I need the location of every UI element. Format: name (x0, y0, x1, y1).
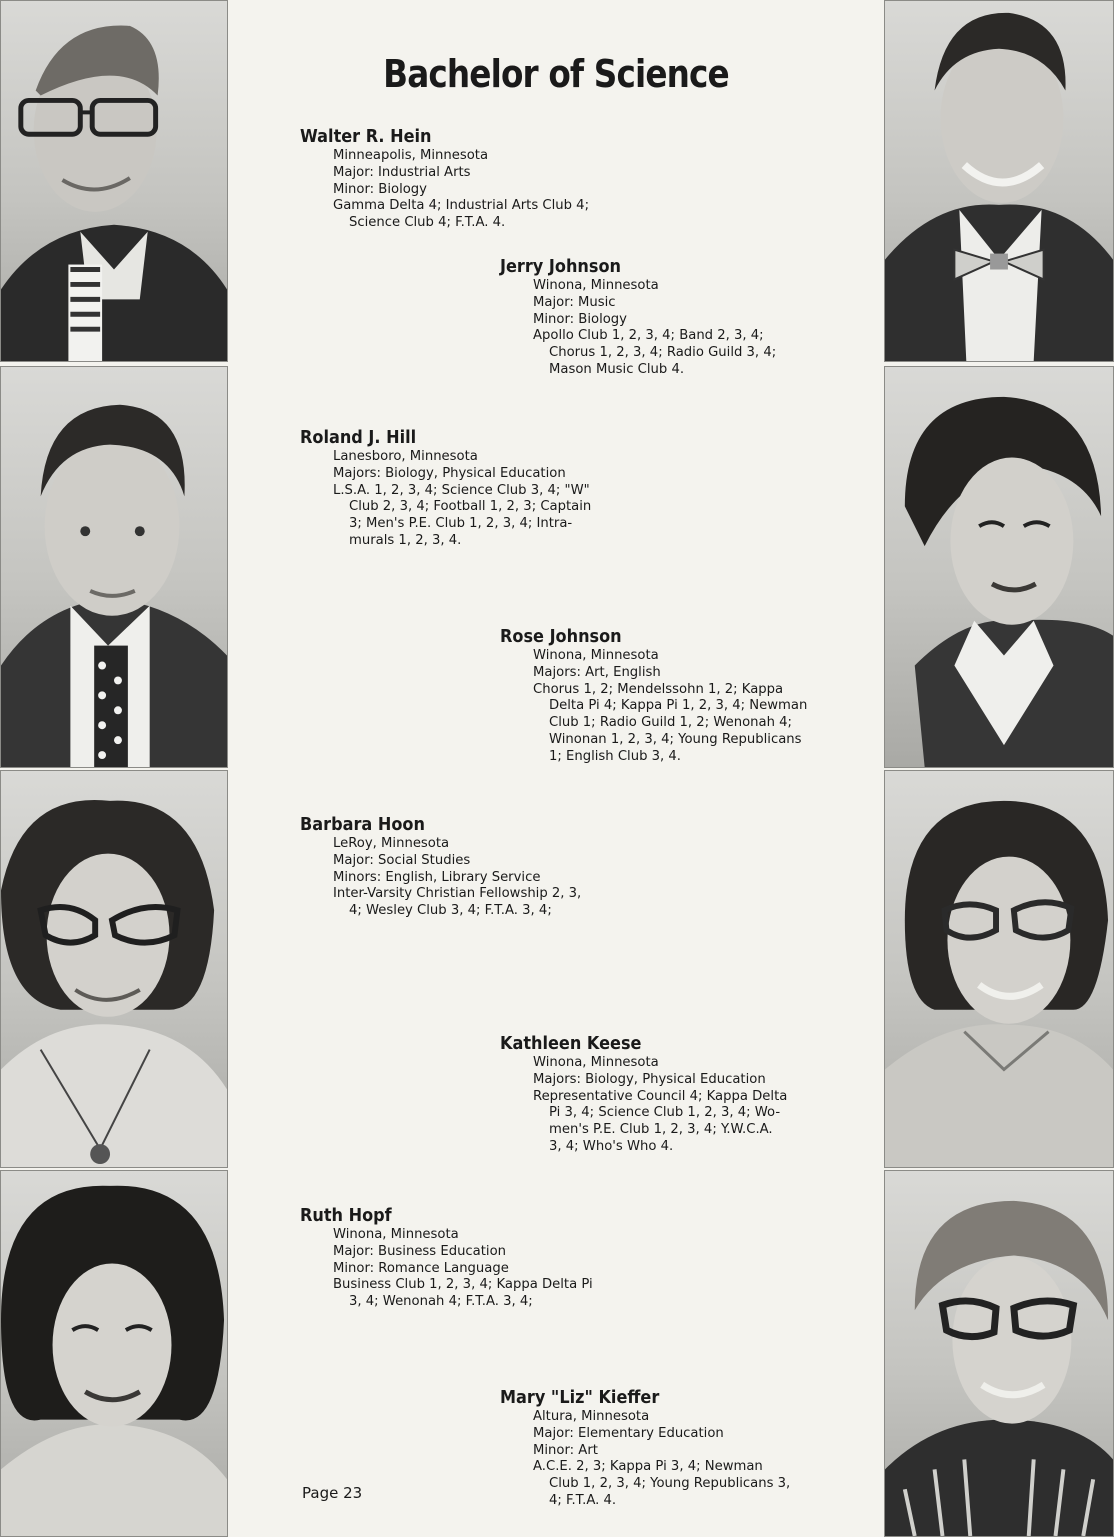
student-name: Walter R. Hein (300, 127, 432, 147)
student-hometown: Winona, Minnesota (333, 1227, 459, 1242)
student-entry-walter-hein (300, 126, 628, 232)
student-hometown: Lanesboro, Minnesota (333, 449, 478, 464)
student-entry-roland-hill (300, 427, 626, 550)
student-name: Ruth Hopf (300, 1206, 392, 1226)
student-entry-mary-kieffer (500, 1387, 827, 1510)
student-minor: Minor: Romance Language (333, 1260, 509, 1276)
student-activities-line: 4; Wesley Club 3, 4; F.T.A. 3, 4; (349, 903, 552, 919)
student-activities-line: murals 1, 2, 3, 4. (349, 532, 462, 548)
student-activities-line: 3, 4; Wenonah 4; F.T.A. 3, 4; (349, 1294, 533, 1310)
portrait-ruth-hopf (0, 1170, 228, 1537)
student-activities-line: Chorus 1, 2; Mendelssohn 1, 2; Kappa (533, 681, 784, 697)
student-activities-line: Delta Pi 4; Kappa Pi 1, 2, 3, 4; Newman (549, 698, 808, 714)
student-activities-line: L.S.A. 1, 2, 3, 4; Science Club 3, 4; "W" (333, 482, 590, 498)
student-hometown: Winona, Minnesota (533, 278, 659, 293)
student-activities-line: Mason Music Club 4. (549, 361, 685, 377)
portrait-mary-kieffer (884, 1170, 1114, 1537)
student-major: Majors: Biology, Physical Education (333, 465, 566, 481)
student-entry-barbara-hoon (300, 814, 626, 920)
student-activities-line: Apollo Club 1, 2, 3, 4; Band 2, 3, 4; (533, 328, 764, 344)
student-activities-line: Club 2, 3, 4; Football 1, 2, 3; Captain (349, 499, 592, 515)
student-hometown: Minneapolis, Minnesota (333, 148, 489, 163)
student-hometown: Winona, Minnesota (533, 1055, 659, 1070)
student-activities-line: A.C.E. 2, 3; Kappa Pi 3, 4; Newman (533, 1459, 763, 1475)
student-entry-jerry-johnson (500, 256, 827, 379)
student-major: Major: Social Studies (333, 852, 471, 868)
student-name: Rose Johnson (500, 627, 622, 647)
student-activities-line: Club 1; Radio Guild 1, 2; Wenonah 4; (549, 715, 792, 731)
student-minor: Minor: Biology (333, 181, 427, 197)
student-major: Major: Elementary Education (533, 1425, 724, 1441)
student-hometown: Altura, Minnesota (533, 1409, 650, 1424)
student-activities-line: Pi 3, 4; Science Club 1, 2, 3, 4; Wo- (549, 1105, 781, 1121)
student-minor: Minor: Art (533, 1442, 598, 1458)
student-major: Major: Industrial Arts (333, 164, 471, 180)
student-activities-line: Chorus 1, 2, 3, 4; Radio Guild 3, 4; (549, 345, 777, 361)
portrait-jerry-johnson (884, 0, 1114, 362)
student-activities-line: 3; Men's P.E. Club 1, 2, 3, 4; Intra- (349, 516, 573, 532)
student-minor: Minors: English, Library Service (333, 869, 541, 885)
student-minor: Minor: Biology (533, 311, 627, 327)
student-activities-line: men's P.E. Club 1, 2, 3, 4; Y.W.C.A. (549, 1122, 773, 1138)
student-major: Majors: Art, English (533, 664, 661, 680)
student-activities-line: 3, 4; Who's Who 4. (549, 1138, 674, 1154)
student-activities-line: Business Club 1, 2, 3, 4; Kappa Delta Pi (333, 1277, 593, 1293)
student-activities-line: Gamma Delta 4; Industrial Arts Club 4; (333, 198, 590, 214)
student-name: Kathleen Keese (500, 1034, 642, 1054)
student-activities-line: 4; F.T.A. 4. (549, 1492, 617, 1508)
student-hometown: Winona, Minnesota (533, 648, 659, 663)
student-hometown: LeRoy, Minnesota (333, 836, 450, 851)
student-name: Roland J. Hill (300, 428, 417, 448)
portrait-roland-hill (0, 366, 228, 768)
student-major: Major: Music (533, 294, 616, 310)
student-activities-line: Science Club 4; F.T.A. 4. (349, 215, 506, 231)
student-major: Majors: Biology, Physical Education (533, 1071, 766, 1087)
student-entry-kathleen-keese (500, 1033, 827, 1156)
student-name: Mary "Liz" Kieffer (500, 1388, 660, 1408)
student-activities-line: Winonan 1, 2, 3, 4; Young Republicans (549, 731, 802, 747)
page-number: Page 23 (302, 1484, 363, 1502)
student-name: Jerry Johnson (500, 257, 621, 277)
portrait-barbara-hoon (0, 770, 228, 1168)
student-activities-line: 1; English Club 3, 4. (549, 748, 681, 764)
portrait-rose-johnson (884, 366, 1114, 768)
student-activities-line: Inter-Varsity Christian Fellowship 2, 3, (333, 886, 582, 902)
page-title: Bachelor of Science (383, 52, 729, 96)
portrait-kathleen-keese (884, 770, 1114, 1168)
student-activities-line: Club 1, 2, 3, 4; Young Republicans 3, (549, 1476, 791, 1492)
student-activities-line: Representative Council 4; Kappa Delta (533, 1088, 788, 1104)
student-entry-ruth-hopf (300, 1205, 626, 1311)
student-major: Major: Business Education (333, 1243, 507, 1259)
student-name: Barbara Hoon (300, 815, 425, 835)
student-entry-rose-johnson (500, 626, 827, 766)
portrait-walter-hein (0, 0, 228, 362)
